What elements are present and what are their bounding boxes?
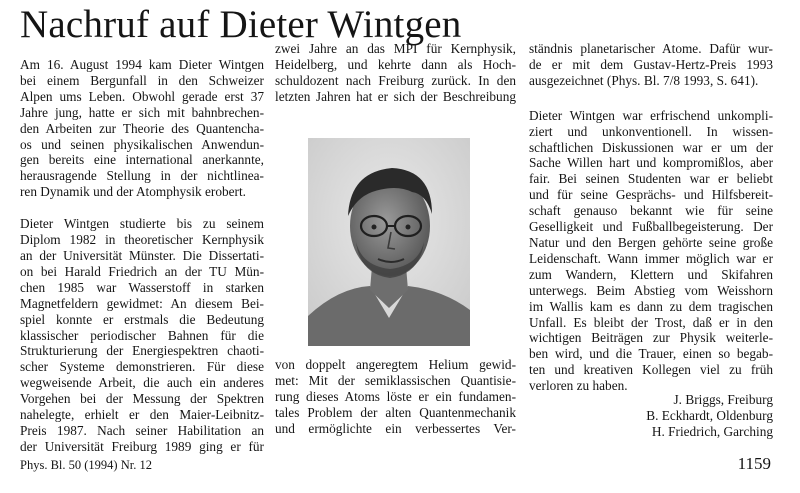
text-line: ständnis planetarischer Atome. Dafür wur- <box>529 41 773 56</box>
text-line: unterwegs. Beim Abstieg vom Weisshorn <box>529 282 773 298</box>
text-line: on bei Harald Friedrich an der TU Mün- <box>20 263 264 279</box>
text-line: Jahre jung, hatte er sich mit bahnbrechen- <box>20 104 264 120</box>
text-line: fair. Bei seinen Studenten war er beliebt <box>529 171 773 187</box>
text-line: Magnetfeldern gewidmet: An diesem Bei- <box>20 295 264 311</box>
text-line: wichtigen Beiträgen zur Physik weiterle- <box>529 330 773 346</box>
text-line: met: Mit der semiklassischen Quantisie- <box>275 372 516 388</box>
text-line: wegweisende Arbeit, die auch ein anderes <box>20 375 264 391</box>
signature-friedrich: H. Friedrich, Garching <box>651 424 773 439</box>
text-line: gen bereits eine international anerkannte, <box>20 152 264 168</box>
text-line: letzten Jahren hat er sich der Beschreibung <box>275 88 516 104</box>
page-title: Nachruf auf Dieter Wintgen <box>20 3 462 46</box>
text-line: scher Systeme demonstrieren. Für diese <box>20 359 264 375</box>
text-line: nahelegte, erhielt er den Maier-Leibnitz- <box>20 407 264 423</box>
text-line: ren Dynamik und der Atomphysik erobert. <box>20 184 247 200</box>
page-number: 1159 <box>737 454 771 473</box>
text-line: ausgezeichnet (Phys. Bl. 7/8 1993, S. 641). <box>529 72 759 88</box>
column-2-top <box>275 41 516 105</box>
text-line: Sache Willen hart und kompromißlos, aber <box>529 155 773 171</box>
text-line: Heidelberg, und kehrte dann als Hoch- <box>275 56 516 72</box>
col3-paragraph-1 <box>529 41 773 89</box>
text-line: Geselligkeit und Fußballbegeisterung. Der <box>529 219 773 235</box>
column-3 <box>529 41 773 394</box>
text-line: schaft genauso bekannt wie für seine <box>529 203 773 219</box>
text-line: Unfall. Es bleibt der Trost, daß er in den <box>529 314 773 330</box>
column-2-bottom <box>275 357 516 437</box>
col2-paragraph-bottom <box>275 357 516 437</box>
text-line: an der Universität Münster. Die Dissertati- <box>20 247 264 263</box>
text-line: schaftlichen Diskussionen war er um der <box>529 139 773 155</box>
portrait-image <box>308 138 470 346</box>
col2-paragraph-top <box>275 41 516 105</box>
col3-paragraph-2 <box>529 108 773 394</box>
text-line: den Arbeiten zur Theorie des Quantencha- <box>20 120 264 136</box>
text-line: herausragende Stellung in der nichtlinea- <box>20 168 264 184</box>
text-line: Strukturierung der Energiespektren chaoti- <box>20 343 264 359</box>
journal-reference: Phys. Bl. 50 (1994) Nr. 12 <box>20 458 152 472</box>
signature-briggs: J. Briggs, Freiburg <box>673 392 773 407</box>
portrait-photo <box>308 138 470 346</box>
text-line: Preis 1987. Nach seiner Habilitation an <box>20 422 264 438</box>
text-line: rung dieses Atoms löste er ein fundamen- <box>275 388 516 404</box>
text-line: Am 16. August 1994 kam Dieter Wintgen <box>20 57 264 72</box>
text-line: Vorgehen bei der Messung der Spektren <box>20 391 264 407</box>
text-line: Natur und den Bergen gehörte seine große <box>529 234 773 250</box>
text-line: chen 1985 war Wasserstoff in starken <box>20 279 264 295</box>
text-line: und ermöglichte ein verbessertes Ver- <box>275 420 516 436</box>
text-line: im Wallis kam es dann zu dem tragischen <box>529 298 773 314</box>
text-line: zwei Jahre an das MPI für Kernphysik, <box>275 41 516 56</box>
text-line: os und seinen physikalischen Anwendun- <box>20 136 264 152</box>
text-line: ten und kreativen Kollegen viel zu früh <box>529 362 773 378</box>
text-line: Leidenschaft. Wann immer möglich war er <box>529 250 773 266</box>
text-line: de er mit dem Gustav-Hertz-Preis 1993 <box>529 56 773 72</box>
col1-paragraph-2 <box>20 216 264 455</box>
text-line: bei einem Bergunfall in den Schweizer <box>20 72 264 88</box>
text-line: von doppelt angeregtem Helium gewid- <box>275 357 516 372</box>
text-line: Alpen ums Leben. Obwohl gerade erst 37 <box>20 88 264 104</box>
text-line: tales Problem der alten Quantenmechanik <box>275 404 516 420</box>
text-line: Dieter Wintgen studierte bis zu seinem <box>20 216 264 232</box>
text-line: zum Wandern, Klettern und Skifahren <box>529 266 773 282</box>
signature-eckhardt: B. Eckhardt, Oldenburg <box>646 408 773 423</box>
text-line: Dieter Wintgen war erfrischend unkompli- <box>529 107 773 123</box>
signature-list <box>646 392 773 440</box>
col1-paragraph-1 <box>20 57 264 200</box>
text-line: und für seine Gesprächs- und Hilfsbereit- <box>529 187 773 203</box>
text-line: Diplom 1982 in theoretischer Kernphysik <box>20 232 264 248</box>
text-line: klassischer periodischer Bahnen für die <box>20 327 264 343</box>
column-1 <box>20 57 264 455</box>
text-line: spiel konnte er erstmals die Bedeutung <box>20 311 264 327</box>
text-line: ziert und unkonventionell. In wissen- <box>529 123 773 139</box>
text-line: der Universität Freiburg 1989 ging er für <box>20 438 264 454</box>
text-line: verloren zu haben. <box>529 378 628 394</box>
text-line: ben wird, und die Trauer, einen so begab- <box>529 346 773 362</box>
text-line: schuldozent nach Freiburg zurück. In den <box>275 72 516 88</box>
